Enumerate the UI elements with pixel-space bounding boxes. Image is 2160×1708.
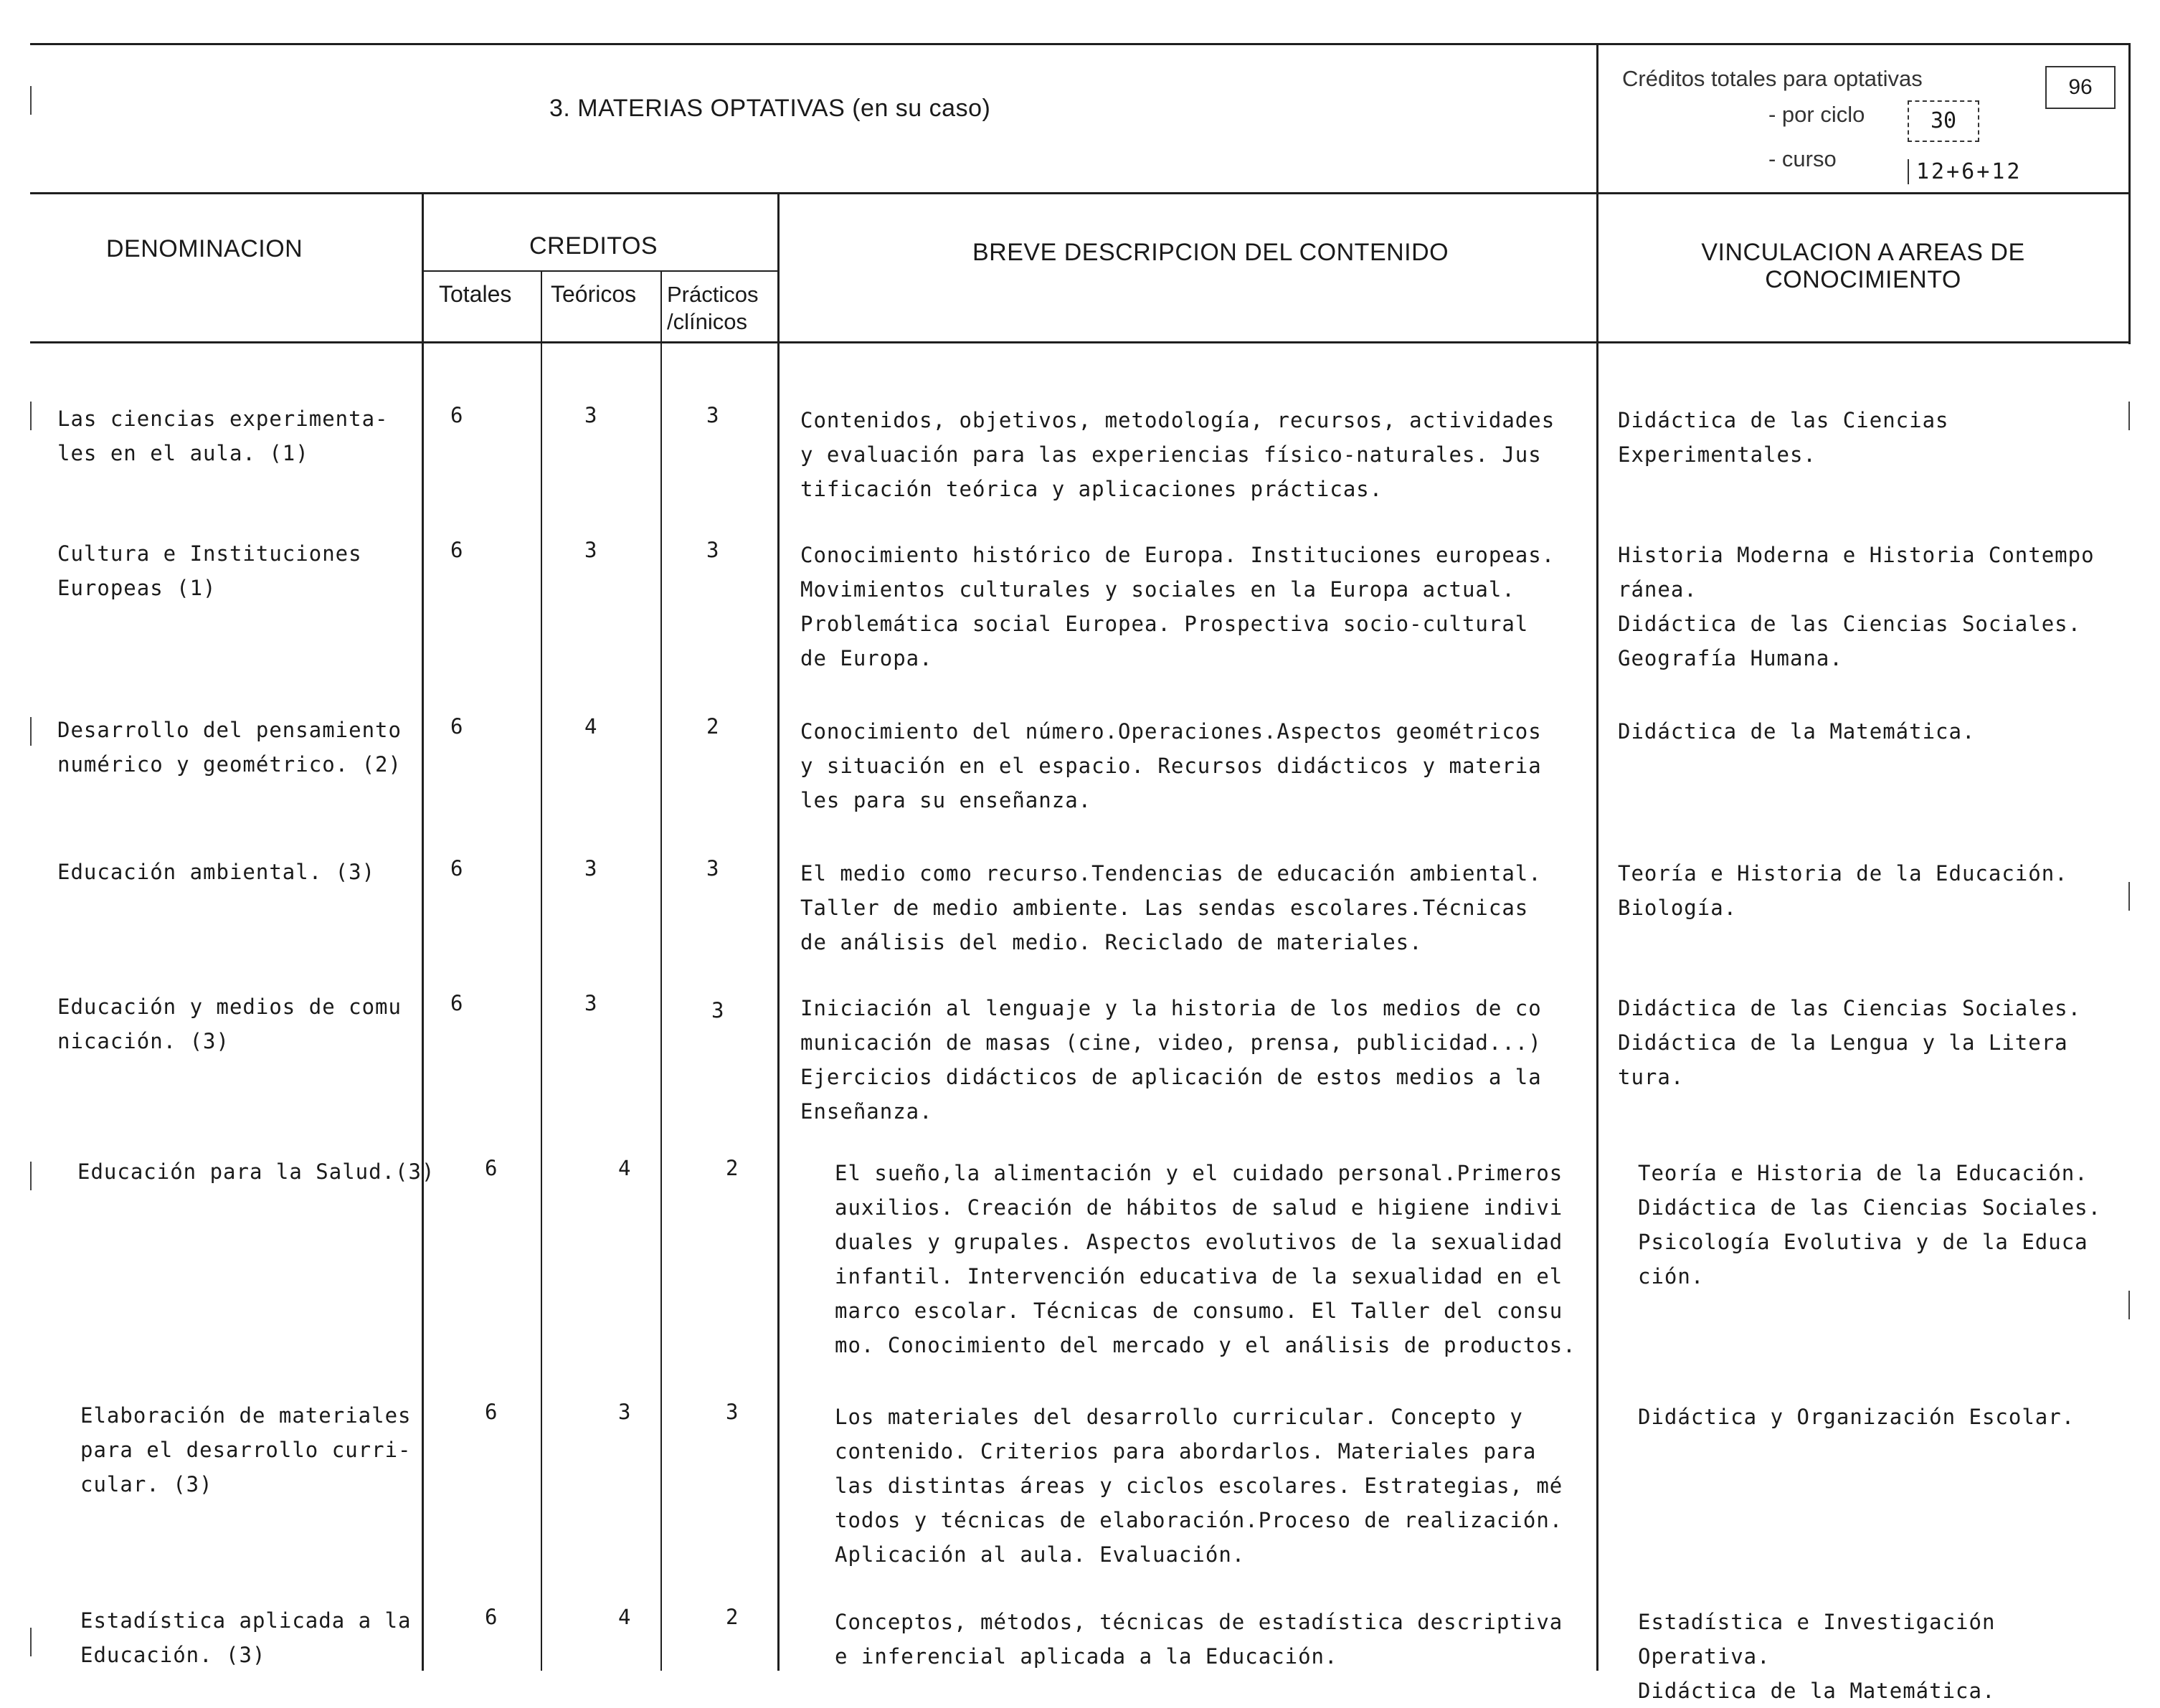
credits-teoricos: 3 (584, 538, 597, 562)
credits-totales: 6 (485, 1605, 498, 1629)
knowledge-areas: Teoría e Historia de la Educación. Didáctica de las Ciencias Sociales. Psicología Evolutiva y de la Educa ción. (1638, 1161, 2102, 1289)
credits-teoricos: 3 (584, 991, 597, 1015)
credits-practicos: 3 (711, 998, 724, 1023)
credits-totales: 6 (450, 538, 463, 562)
total-credits-value: 96 (2068, 75, 2093, 99)
knowledge-areas: Teoría e Historia de la Educación. Biología. (1618, 861, 2068, 920)
subject-description: Conocimiento histórico de Europa. Instituciones europeas. Movimientos culturales y sociales en la Europa actual. Problemática social Europea. Prospectiva socio-cultural de Europa. (800, 543, 1555, 670)
credits-practicos: 3 (726, 1400, 739, 1424)
total-credits-box (2045, 66, 2116, 109)
column-creditos: CREDITOS (529, 232, 658, 260)
subject-description: Conceptos, métodos, técnicas de estadística descriptiva e inferencial aplicada a la Educación. (835, 1610, 1563, 1669)
per-cycle-box (1908, 100, 1979, 142)
subject-name: Desarrollo del pensamiento numérico y geométrico. (2) (57, 718, 402, 777)
credits-totales: 6 (450, 403, 463, 427)
subject-description: Los materiales del desarrollo curricular. Concepto y contenido. Criterios para abordarlos. Materiales para las distintas áreas y ciclos escolares. Estrategias, mé todos y técnicas de elaboración.Proceso de realización. Aplicación al aula. Evaluación. (835, 1405, 1563, 1567)
column-descripcion: BREVE DESCRIPCION DEL CONTENIDO (972, 239, 1449, 266)
subject-name: Estadística aplicada a la Educación. (3) (80, 1608, 412, 1667)
credits-totales: 6 (450, 991, 463, 1015)
column-practicos: Prácticos /clínicos (667, 282, 759, 334)
credits-practicos: 3 (706, 538, 719, 562)
knowledge-areas: Historia Moderna e Historia Contempo ránea. Didáctica de las Ciencias Sociales. Geografía Humana. (1618, 543, 2095, 670)
credits-teoricos: 4 (618, 1156, 631, 1180)
per-course-label: - curso (1768, 146, 1837, 171)
subject-description: El medio como recurso.Tendencias de educación ambiental. Taller de medio ambiente. Las sendas escolares.Técnicas de análisis del medio. Reciclado de materiales. (800, 861, 1542, 954)
column-teoricos: Teóricos (551, 281, 637, 307)
column-denominacion: DENOMINACION (106, 235, 303, 262)
subject-description: Conocimiento del número.Operaciones.Aspectos geométricos y situación en el espacio. Recursos didácticos y materia les para su enseñanza. (800, 719, 1542, 812)
per-course-value: 12+6+12 (1908, 159, 2022, 184)
subject-name: Educación para la Salud.(3) (77, 1159, 435, 1184)
knowledge-areas: Didáctica y Organización Escolar. (1638, 1405, 2075, 1429)
credits-practicos: 2 (726, 1156, 739, 1180)
credits-practicos: 2 (706, 714, 719, 739)
section-title: 3. MATERIAS OPTATIVAS (en su caso) (549, 95, 991, 122)
knowledge-areas: Didáctica de las Ciencias Experimentales. (1618, 408, 1949, 467)
credits-teoricos: 3 (618, 1400, 631, 1424)
credits-totales: 6 (450, 714, 463, 739)
credits-totales: 6 (485, 1156, 498, 1180)
credits-teoricos: 3 (584, 856, 597, 881)
per-cycle-value: 30 (1930, 108, 1957, 133)
subject-name: Las ciencias experimenta- les en el aula. (1) (57, 407, 389, 465)
credits-practicos: 3 (706, 403, 719, 427)
column-totales: Totales (439, 281, 512, 307)
subject-description: Contenidos, objetivos, metodología, recursos, actividades y evaluación para las experiencias físico-naturales. Jus tificación teórica y aplicaciones prácticas. (800, 408, 1555, 501)
column-vinculacion: VINCULACION A AREAS DE CONOCIMIENTO (1701, 239, 2025, 293)
credits-totales: 6 (450, 856, 463, 881)
knowledge-areas: Didáctica de las Ciencias Sociales. Didáctica de la Lengua y la Litera tura. (1618, 996, 2082, 1089)
subject-description: El sueño,la alimentación y el cuidado personal.Primeros auxilios. Creación de hábitos de salud e higiene indivi duales y grupales. Aspectos evolutivos de la sexualidad infantil. Intervención educativa de la sexualidad en el marco escolar. Técnicas de consumo. El Taller del consu mo. Conocimiento del mercado y el análisis de productos. (835, 1161, 1576, 1357)
credits-total-label: Créditos totales para optativas (1622, 66, 1923, 91)
subject-name: Elaboración de materiales para el desarrollo curri- cular. (3) (80, 1403, 412, 1496)
credits-teoricos: 4 (618, 1605, 631, 1629)
credits-practicos: 2 (726, 1605, 739, 1629)
subject-name: Cultura e Instituciones Europeas (1) (57, 541, 362, 600)
credits-practicos: 3 (706, 856, 719, 881)
subject-name: Educación y medios de comu nicación. (3) (57, 995, 402, 1053)
credits-totales: 6 (485, 1400, 498, 1424)
knowledge-areas: Didáctica de la Matemática. (1618, 719, 1976, 744)
knowledge-areas: Estadística e Investigación Operativa. Didáctica de la Matemática. (1638, 1610, 1996, 1703)
credits-teoricos: 3 (584, 403, 597, 427)
credits-teoricos: 4 (584, 714, 597, 739)
subject-description: Iniciación al lenguaje y la historia de los medios de co municación de masas (cine, video, prensa, publicidad...) Ejercicios didácticos de aplicación de estos medios a la Enseñanza. (800, 996, 1542, 1124)
per-cycle-label: - por ciclo (1768, 102, 1865, 127)
subject-name: Educación ambiental. (3) (57, 860, 376, 884)
